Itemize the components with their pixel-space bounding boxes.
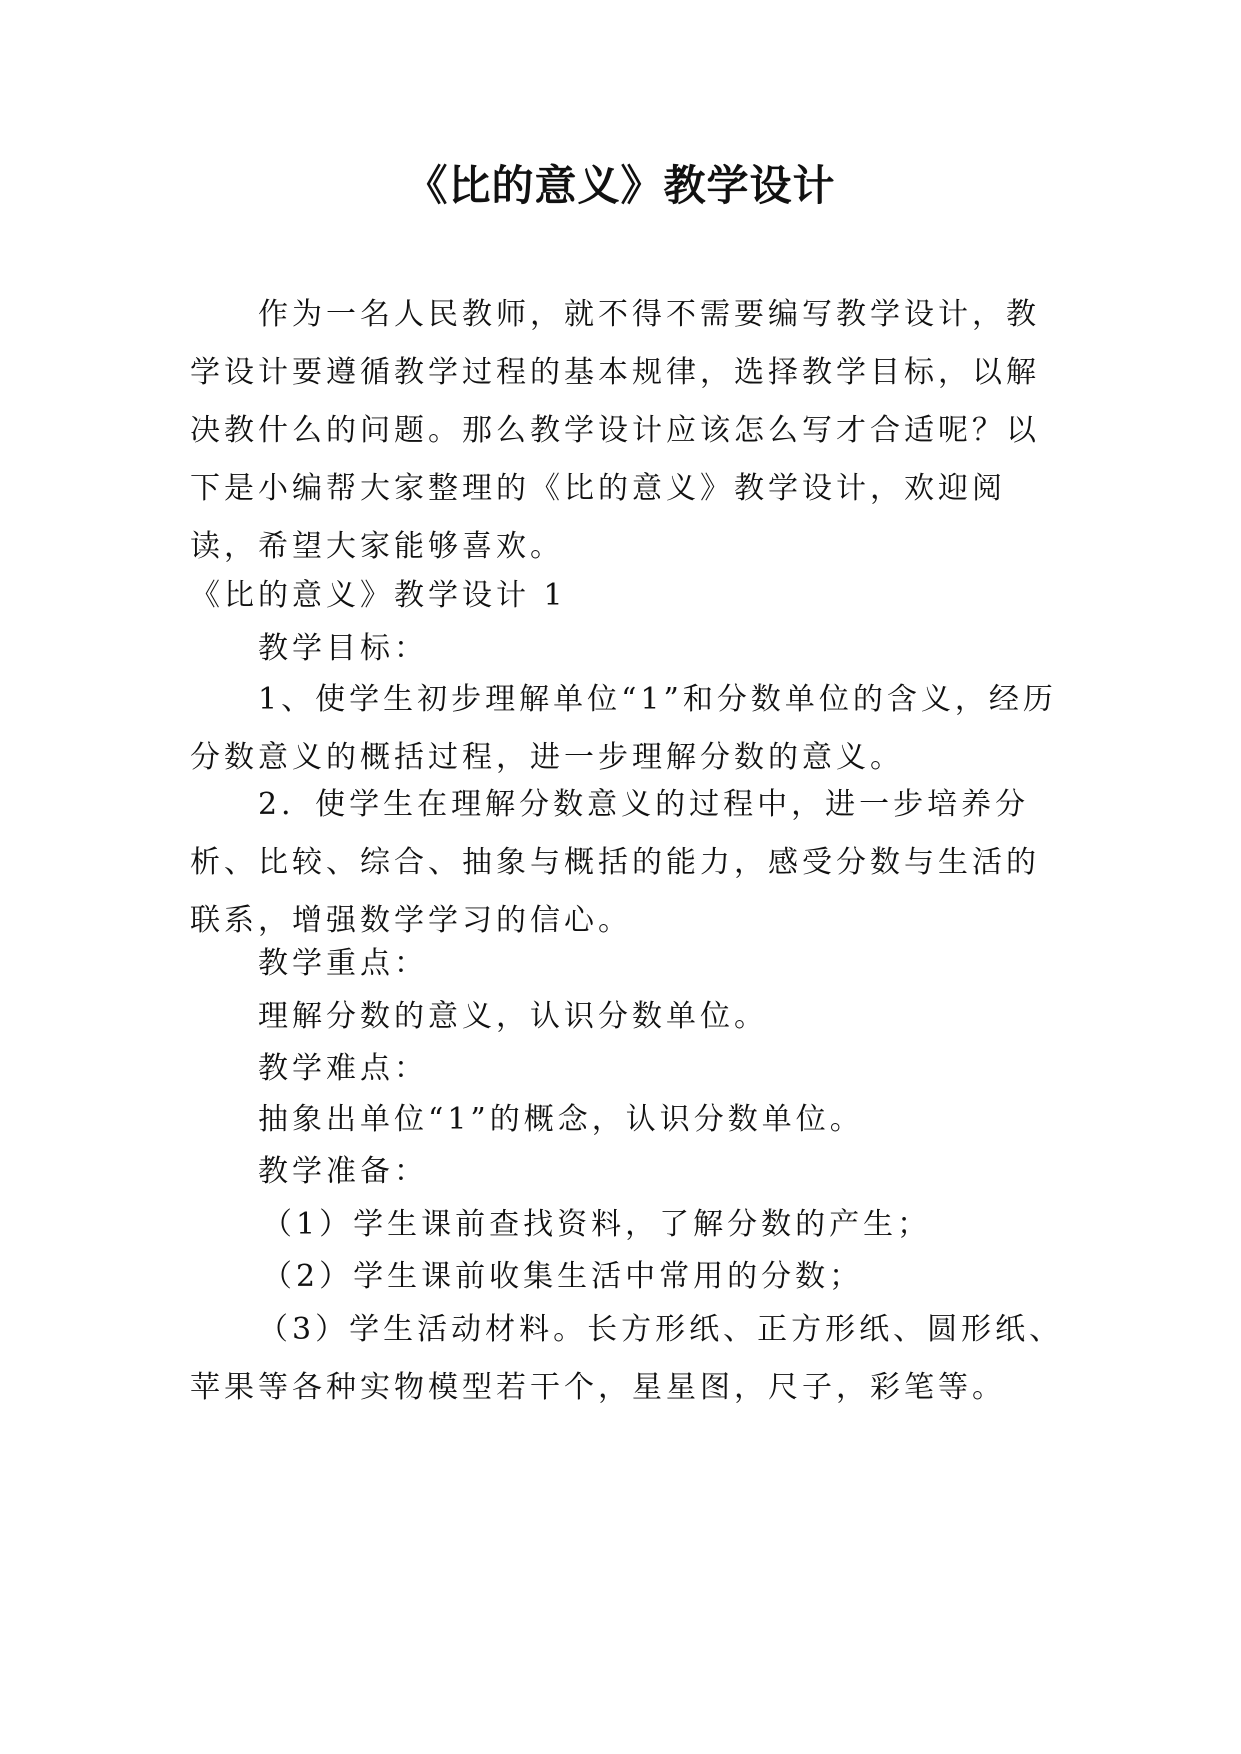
key-point-label: 教学重点： xyxy=(258,946,428,981)
prep-item-2: （2）学生课前收集生活中常用的分数； xyxy=(262,1259,864,1294)
objective-1-text: 1、使学生初步理解单位“1”和分数单位的含义，经历分数意义的概括过程，进一步理解分数的意义。 xyxy=(190,682,1057,775)
objective-2 xyxy=(190,776,1066,950)
objectives-label: 教学目标： xyxy=(258,631,428,666)
key-point-text: 理解分数的意义，认识分数单位。 xyxy=(258,999,768,1034)
objective-2-text: 2．使学生在理解分数意义的过程中，进一步培养分析、比较、综合、抽象与概括的能力，感受分数与生活的联系，增强数学学习的信心。 xyxy=(190,787,1040,938)
prep-item-1: （1）学生课前查找资料，了解分数的产生； xyxy=(262,1207,932,1242)
intro-text: 作为一名人民教师，就不得不需要编写教学设计，教学设计要遵循教学过程的基本规律，选择教学目标，以解决教什么的问题。那么教学设计应该怎么写才合适呢？以下是小编帮大家整理的《比的意义》教学设计，欢迎阅读，希望大家能够喜欢。 xyxy=(190,297,1040,564)
objective-1 xyxy=(190,671,1066,787)
intro-paragraph xyxy=(190,286,1056,576)
difficulty-label: 教学难点： xyxy=(258,1051,428,1086)
document-title: 《比的意义》教学设计 xyxy=(405,161,836,210)
prep-item-3 xyxy=(190,1301,1066,1417)
preparation-label: 教学准备： xyxy=(258,1154,428,1189)
difficulty-text: 抽象出单位“1”的概念，认识分数单位。 xyxy=(258,1102,864,1137)
section-heading: 《比的意义》教学设计 1 xyxy=(190,578,567,613)
prep-item-3-text: （3）学生活动材料。长方形纸、正方形纸、圆形纸、苹果等各种实物模型若干个，星星图，尺子，彩笔等。 xyxy=(190,1312,1064,1405)
